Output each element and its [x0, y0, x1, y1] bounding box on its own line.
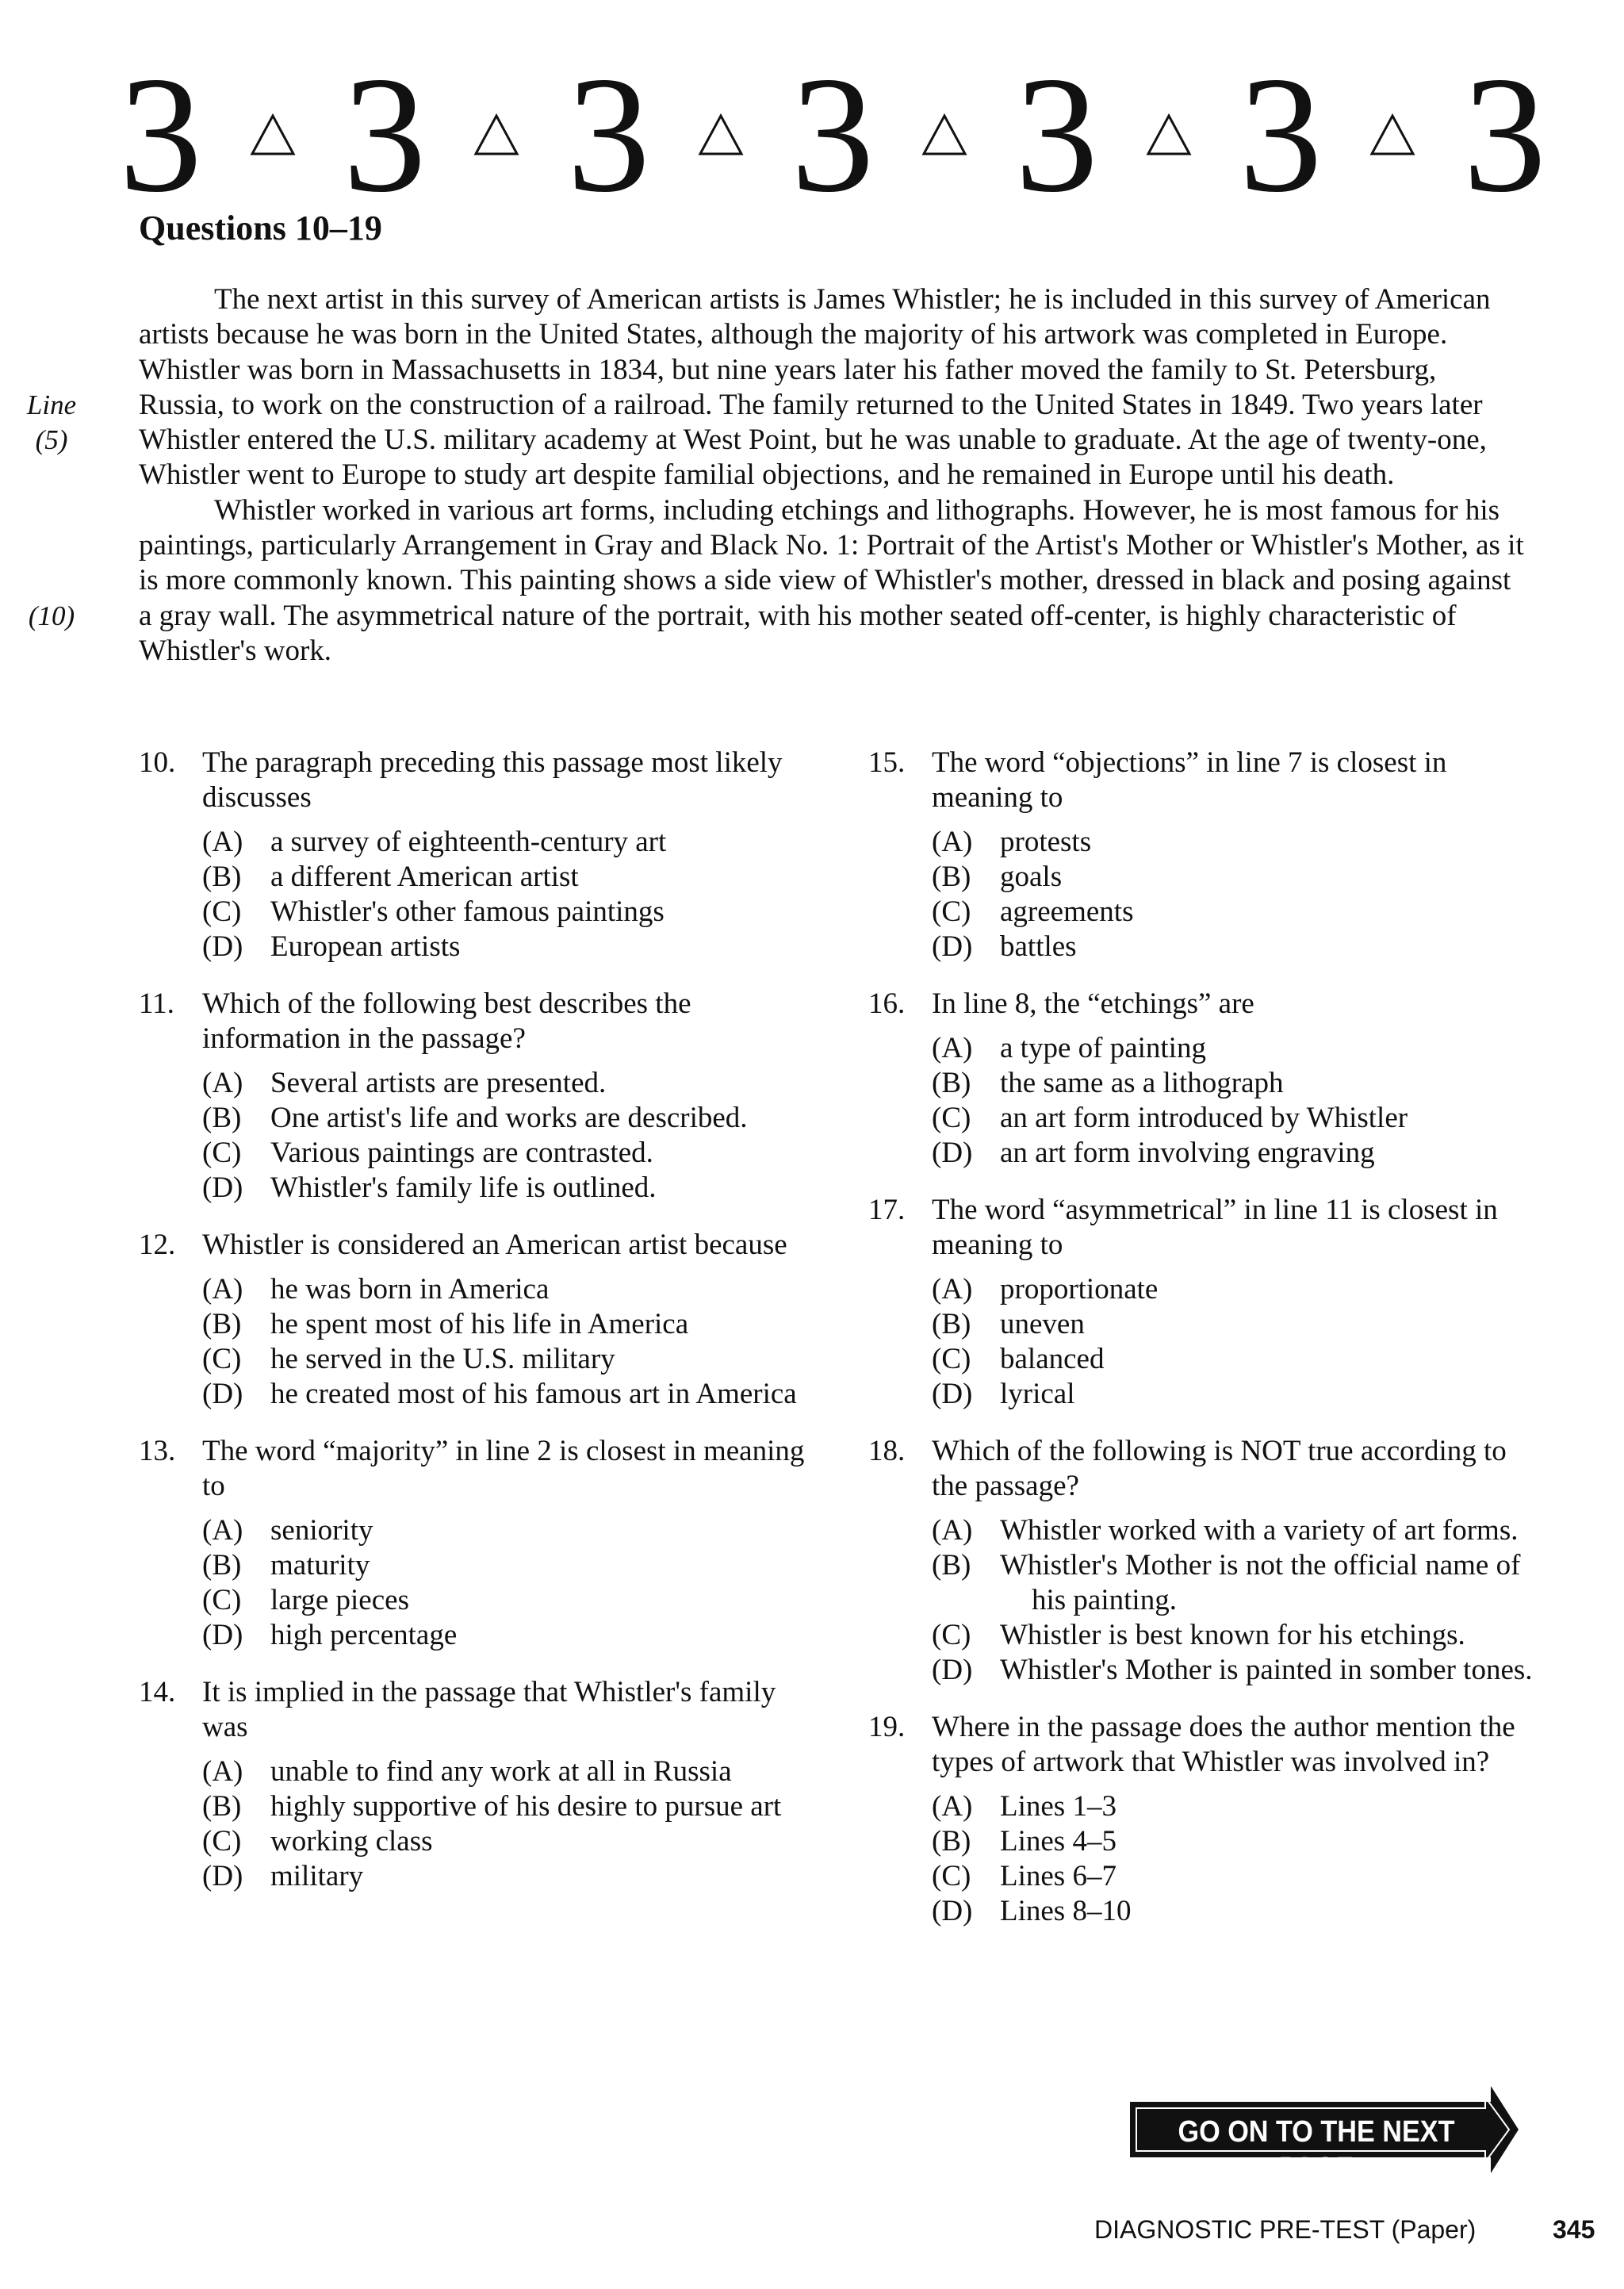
option-text: battles [1000, 930, 1077, 963]
passage-line: was completed in Europe. Whistler was born in Massachusetts in 1834, but nine years later his father [139, 318, 1448, 386]
passage-paragraph [139, 282, 1526, 493]
answer-option[interactable] [932, 1031, 1542, 1066]
question-number: 14. [139, 1676, 176, 1708]
answer-options [139, 825, 813, 964]
triangle-icon [921, 113, 968, 157]
option-letter: (D) [202, 930, 243, 963]
answer-option[interactable] [202, 1171, 813, 1206]
answer-options [868, 1789, 1542, 1929]
question-text: It is implied in the passage that Whistler's family was [202, 1676, 776, 1743]
option-text: Whistler's Mother is painted in somber tones. [1000, 1654, 1533, 1686]
option-text: Various paintings are contrasted. [270, 1137, 653, 1169]
option-text: goals [1000, 861, 1063, 893]
option-text: proportionate [1000, 1273, 1159, 1306]
answer-options [139, 1272, 813, 1412]
passage-line: moved the family to St. Petersburg, Russia, to work on the construction of a railroad. The family [139, 353, 1437, 421]
question-number: 19. [868, 1711, 906, 1743]
option-text: the same as a lithograph [1000, 1067, 1284, 1099]
option-letter: (A) [202, 826, 243, 858]
option-letter: (B) [202, 861, 242, 893]
passage-line: Whistler's mother, dressed in black and posing against a gray wall. The asymmetrical nature of the [139, 564, 1511, 632]
answer-option[interactable] [202, 1272, 813, 1307]
section-number: 3 [791, 43, 875, 227]
question-stem [139, 1434, 813, 1504]
answer-option[interactable] [202, 1342, 813, 1377]
option-text: Whistler worked with a variety of art forms. [1000, 1514, 1519, 1547]
section-number: 3 [1463, 43, 1546, 227]
question-item [868, 1193, 1542, 1412]
answer-options [868, 1513, 1542, 1688]
option-letter: (D) [932, 1137, 973, 1169]
option-letter: (A) [932, 1514, 973, 1547]
option-text: Lines 1–3 [1000, 1790, 1116, 1823]
triangle-icon [473, 113, 520, 157]
passage-line: returned to the United States in 1849. Two years later Whistler entered the U.S. military academy at [139, 388, 1483, 457]
passage-paragraph [139, 493, 1526, 669]
option-text: protests [1000, 826, 1092, 858]
option-letter: (B) [202, 1102, 242, 1134]
answer-option[interactable] [932, 1789, 1542, 1824]
answer-option[interactable] [932, 1824, 1542, 1859]
answer-option[interactable] [932, 1136, 1542, 1171]
question-number: 10. [139, 746, 176, 779]
option-text: balanced [1000, 1343, 1105, 1375]
option-letter: (C) [932, 1860, 971, 1892]
option-text: an art form involving engraving [1000, 1137, 1375, 1169]
question-text: The word “objections” in line 7 is closest in meaning to [932, 746, 1447, 814]
option-letter: (B) [932, 1825, 971, 1858]
option-text: One artist's life and works are described. [270, 1102, 748, 1134]
option-text: working class [270, 1825, 433, 1858]
section-title: Questions 10–19 [139, 209, 382, 247]
question-stem [139, 1228, 813, 1263]
passage-line: The next artist in this survey of American artists is James Whistler; he is included in this survey [214, 283, 1338, 316]
option-text: Whistler's other famous paintings [270, 895, 665, 928]
option-letter: (C) [932, 1619, 971, 1651]
option-letter: (B) [202, 1790, 242, 1823]
option-text: agreements [1000, 895, 1134, 928]
question-item [868, 1710, 1542, 1929]
question-stem [868, 746, 1542, 815]
question-text: The word “asymmetrical” in line 11 is closest in meaning to [932, 1194, 1498, 1261]
option-text: Whistler's family life is outlined. [270, 1171, 657, 1204]
option-letter: (A) [932, 1790, 973, 1823]
option-letter: (C) [202, 1137, 242, 1169]
option-text: he was born in America [270, 1273, 550, 1306]
option-letter: (A) [202, 1514, 243, 1547]
answer-options [868, 1031, 1542, 1171]
passage-line: portrait, with his mother seated off-center, is highly characteristic of Whistler's work. [139, 599, 1457, 667]
answer-option[interactable] [932, 1066, 1542, 1101]
answer-option[interactable] [932, 1859, 1542, 1894]
question-number: 13. [139, 1435, 176, 1467]
answer-option[interactable] [932, 1894, 1542, 1929]
question-number: 16. [868, 987, 906, 1020]
option-letter: (D) [202, 1860, 243, 1892]
answer-option[interactable] [932, 1653, 1542, 1688]
option-letter: (D) [202, 1171, 243, 1204]
question-number: 18. [868, 1435, 906, 1467]
answer-option[interactable] [202, 1859, 813, 1894]
next-page-button[interactable]: GO ON TO THE NEXT PAGE [1178, 2115, 1455, 2185]
option-letter: (D) [932, 930, 973, 963]
section-number: 3 [567, 43, 650, 227]
option-letter: (C) [202, 1343, 242, 1375]
passage-line: West Point, but he was unable to graduate. At the age of twenty-one, Whistler went to Europe to study [139, 424, 1487, 492]
answer-option[interactable] [932, 1548, 1542, 1618]
question-stem [868, 1434, 1542, 1504]
option-text: he spent most of his life in America [270, 1308, 689, 1340]
option-text: Lines 6–7 [1000, 1860, 1116, 1892]
option-letter: (C) [932, 1102, 971, 1134]
answer-options [139, 1513, 813, 1653]
answer-option[interactable] [932, 860, 1542, 895]
question-stem [868, 1193, 1542, 1263]
option-text: high percentage [270, 1619, 458, 1651]
question-text: The paragraph preceding this passage most likely discusses [202, 746, 783, 814]
passage-line: famous for his paintings, particularly Arrangement in Gray and Black No. 1: Portrait of the Artist's [139, 493, 1500, 562]
questions-left-column [139, 746, 813, 1916]
answer-option[interactable] [202, 1101, 813, 1136]
footer-title: DIAGNOSTIC PRE-TEST (Paper) [1094, 2215, 1477, 2244]
question-stem [139, 987, 813, 1056]
option-text: he created most of his famous art in America [270, 1378, 797, 1410]
question-number: 15. [868, 746, 906, 779]
option-text: Whistler is best known for his etchings. [1000, 1619, 1465, 1651]
option-letter: (B) [932, 1067, 971, 1099]
question-item [139, 746, 813, 964]
option-letter: (D) [932, 1378, 973, 1410]
option-text: Whistler's Mother is not the official name of his painting. [1000, 1549, 1521, 1616]
option-text: military [270, 1860, 364, 1892]
answer-options [868, 825, 1542, 964]
option-letter: (B) [202, 1308, 242, 1340]
answer-option[interactable] [202, 930, 813, 964]
answer-option[interactable] [202, 1789, 813, 1824]
option-text: highly supportive of his desire to pursue art [270, 1790, 782, 1823]
question-stem [868, 1710, 1542, 1780]
question-number: 11. [139, 987, 174, 1020]
triangle-icon [1369, 113, 1416, 157]
triangle-icon [1145, 113, 1193, 157]
answer-option[interactable] [932, 825, 1542, 860]
option-letter: (B) [932, 1308, 971, 1340]
answer-option[interactable] [932, 930, 1542, 964]
page-number: 345 [1553, 2215, 1595, 2244]
question-number: 12. [139, 1229, 176, 1261]
answer-option[interactable] [202, 1307, 813, 1342]
answer-option[interactable] [932, 1307, 1542, 1342]
answer-option[interactable] [202, 825, 813, 860]
answer-option[interactable] [202, 1513, 813, 1548]
option-letter: (C) [932, 895, 971, 928]
answer-option[interactable] [932, 1101, 1542, 1136]
question-stem [868, 987, 1542, 1022]
option-text: an art form introduced by Whistler [1000, 1102, 1408, 1134]
passage-line: Mother or Whistler's Mother, as it is more commonly known. This painting shows a side view of [139, 529, 1524, 597]
question-item [868, 1434, 1542, 1688]
question-stem [139, 746, 813, 815]
option-text: Lines 8–10 [1000, 1895, 1132, 1927]
question-item [868, 987, 1542, 1171]
line-number-label: Line [26, 389, 77, 420]
option-letter: (A) [202, 1755, 243, 1788]
question-text: Which of the following best describes the information in the passage? [202, 987, 691, 1055]
option-letter: (B) [932, 1549, 971, 1582]
option-letter: (C) [202, 1825, 242, 1858]
option-text: a survey of eighteenth-century art [270, 826, 667, 858]
section-number: 3 [343, 43, 427, 227]
question-text: In line 8, the “etchings” are [932, 987, 1254, 1020]
answer-option[interactable] [202, 1377, 813, 1412]
option-text: Lines 4–5 [1000, 1825, 1116, 1858]
option-letter: (D) [202, 1619, 243, 1651]
option-text: Several artists are presented. [270, 1067, 607, 1099]
option-letter: (D) [202, 1378, 243, 1410]
question-number: 17. [868, 1194, 906, 1226]
option-letter: (A) [202, 1273, 243, 1306]
option-letter: (D) [932, 1895, 973, 1927]
answer-option[interactable] [202, 1548, 813, 1583]
section-number: 3 [119, 43, 202, 227]
option-letter: (B) [202, 1549, 242, 1582]
question-text: Whistler is considered an American artist because [202, 1229, 787, 1261]
answer-options [139, 1754, 813, 1894]
option-text: uneven [1000, 1308, 1085, 1340]
answer-option[interactable] [932, 1272, 1542, 1307]
answer-option[interactable] [202, 1618, 813, 1653]
option-letter: (B) [932, 861, 971, 893]
option-text: large pieces [270, 1584, 409, 1616]
answer-option[interactable] [932, 1342, 1542, 1377]
section-number: 3 [1239, 43, 1323, 227]
question-item [868, 746, 1542, 964]
option-text: maturity [270, 1549, 370, 1582]
section-number: 3 [1015, 43, 1098, 227]
option-letter: (D) [932, 1654, 973, 1686]
option-letter: (A) [932, 826, 973, 858]
option-text: unable to find any work at all in Russia [270, 1755, 732, 1788]
option-text: a different American artist [270, 861, 579, 893]
option-text: European artists [270, 930, 461, 963]
option-letter: (A) [932, 1273, 973, 1306]
question-text: Where in the passage does the author mention the types of artwork that Whistler was involved in? [932, 1711, 1515, 1778]
option-text: seniority [270, 1514, 373, 1547]
answer-options [868, 1272, 1542, 1412]
passage-line: art despite familial objections, and he remained in Europe until his death. [534, 458, 1395, 492]
question-item [139, 1228, 813, 1412]
answer-option[interactable] [202, 860, 813, 895]
question-item [139, 1434, 813, 1653]
line-number-label: (5) [35, 424, 68, 456]
answer-option[interactable] [202, 895, 813, 930]
option-letter: (C) [932, 1343, 971, 1375]
question-text: Which of the following is NOT true according to the passage? [932, 1435, 1507, 1502]
question-text: The word “majority” in line 2 is closest in meaning to [202, 1435, 805, 1502]
option-letter: (A) [202, 1067, 243, 1099]
question-item [139, 1675, 813, 1894]
answer-option[interactable] [202, 1583, 813, 1618]
option-letter: (A) [932, 1032, 973, 1064]
answer-option[interactable] [202, 1066, 813, 1101]
answer-option[interactable] [932, 895, 1542, 930]
option-letter: (C) [202, 895, 242, 928]
option-text: lyrical [1000, 1378, 1075, 1410]
option-text: he served in the U.S. military [270, 1343, 615, 1375]
reading-passage [139, 282, 1526, 669]
question-item [139, 987, 813, 1206]
answer-options [139, 1066, 813, 1206]
answer-option[interactable] [202, 1824, 813, 1859]
triangle-icon [249, 113, 297, 157]
question-stem [139, 1675, 813, 1745]
answer-option[interactable] [202, 1754, 813, 1789]
option-letter: (C) [202, 1584, 242, 1616]
section-header [119, 43, 1546, 227]
passage-line: Whistler worked in various art forms, including etchings and lithographs. However, he is most [214, 493, 1323, 527]
passage-line: of American artists because he was born in the United States, although the majority of his artwork [139, 283, 1491, 351]
option-text: a type of painting [1000, 1032, 1206, 1064]
answer-option[interactable] [932, 1377, 1542, 1412]
answer-option[interactable] [932, 1618, 1542, 1653]
line-number-label: (10) [28, 600, 75, 631]
answer-option[interactable] [202, 1136, 813, 1171]
triangle-icon [697, 113, 745, 157]
answer-option[interactable] [932, 1513, 1542, 1548]
questions-right-column [868, 746, 1542, 1951]
